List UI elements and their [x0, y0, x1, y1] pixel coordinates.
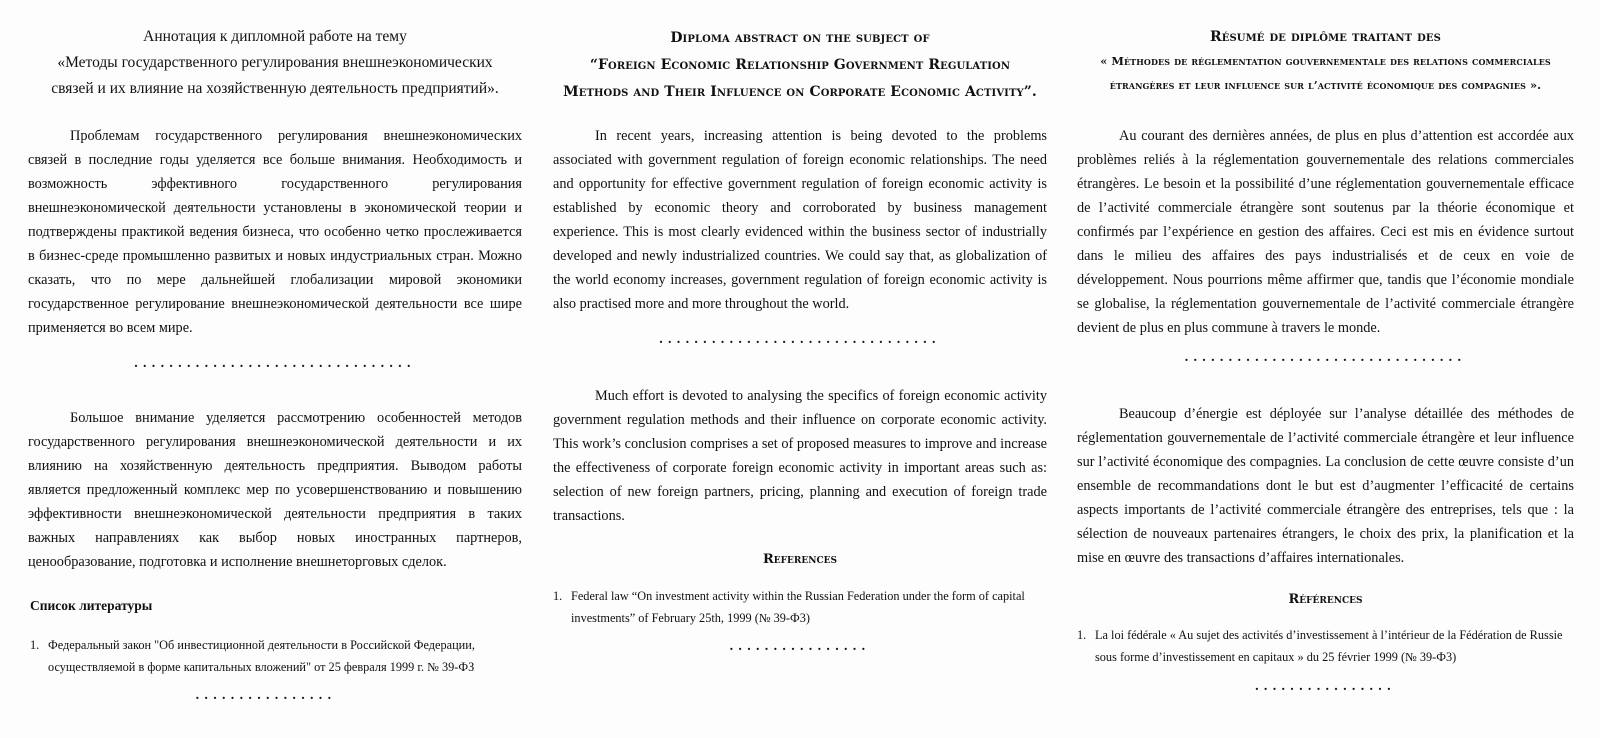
russian-title-line: Аннотация к дипломной работе на тему — [143, 28, 407, 45]
end-separator: ................ — [1255, 679, 1396, 694]
english-paragraph-1: In recent years, increasing attention is being devoted to the problems associated with government regulation of foreign economic relationships. The need and opportunity for effective government regulation of foreign economic activity is established by economic theory and corroborated by business management experience. This is most clearly evidenced within the business sector of industrially developed and newly industrialized countries. We could say that, as globalization of the world economy increases, government regulation of foreign economic activity is also practised more and more throughout the world. — [553, 128, 1047, 312]
section-separator: ................................ — [659, 332, 941, 347]
references-list — [30, 634, 522, 678]
section-separator: ................................ — [134, 356, 416, 371]
french-title-line: « Méthodes de réglementation gouvernementale des relations commerciales — [1100, 54, 1551, 68]
reference-text: La loi fédérale « Au sujet des activités d’investissement à l’intérieur de la Fédération de Russie sous forme d’investissement en capitaux » du 25 février 1999 (№ 39-Ф3) — [1095, 628, 1563, 664]
english-paragraph-2: Much effort is devoted to analysing the specifics of foreign economic activity government regulation methods and their influence on corporate economic activity. This work’s conclusion comprises a set of proposed measures to improve and increase the effectiveness of corporate foreign economic activity in important areas such as: selection of new foreign partners, pricing, planning and execution of foreign trade transactions. — [553, 388, 1047, 524]
french-column — [1077, 0, 1574, 738]
references-heading: Список литературы — [30, 598, 153, 613]
russian-column — [28, 0, 522, 738]
reference-item — [1077, 624, 1574, 668]
english-title-line: “Foreign Economic Relationship Government Regulation — [589, 57, 1011, 73]
reference-item — [30, 634, 522, 678]
references-list — [1077, 624, 1574, 668]
reference-text: Федеральный закон "Об инвестиционной деятельности в Российской Федерации, осуществляемой в форме капитальных вложений" от 25 февраля 1999 г. № 39-ФЗ — [48, 638, 475, 674]
reference-item — [553, 585, 1047, 629]
french-title-line: Résumé de diplôme traitant des — [1210, 29, 1441, 45]
section-separator: ................................ — [1184, 350, 1467, 365]
reference-number: 1. — [30, 638, 40, 652]
reference-number: 1. — [1077, 628, 1087, 642]
russian-title-line: «Методы государственного регулирования внешнеэкономических — [57, 54, 493, 71]
russian-title-line: связей и их влияние на хозяйственную деятельность предприятий». — [51, 80, 499, 97]
reference-number: 1. — [553, 589, 563, 603]
french-paragraph-1: Au courant des dernières années, de plus en plus d’attention est accordée aux problèmes reliés à la réglementation gouvernementale des relations commerciales étrangères. Le besoin et la possibilité d’une réglementation gouvernementale efficace de l’activité commerciale étrangère sont soutenus par la théorie économique et confirmés par l’expérience en gestion des affaires. Ceci est mis en évidence surtout dans le milieu des affaires des pays industrialisés et de ceux en voie de développement. Nous pourrions même affirmer que, tandis que l’économie mondiale se globalise, la réglementation gouvernementale de l’activité commerciale étrangère devient de plus en plus commune à travers le monde. — [1077, 128, 1574, 336]
french-title-line: étrangères et leur influence sur l’activité économique des compagnies ». — [1109, 78, 1542, 92]
english-column — [553, 0, 1047, 738]
french-title — [1077, 25, 1574, 97]
russian-paragraph-2: Большое внимание уделяется рассмотрению особенностей методов государственного регулирования внешнеэкономической деятельности и их влиянию на хозяйственную деятельность предприятия. Выводом работы является предложенный комплекс мер по усовершенствованию и повышению эффективности внешнеэкономической деятельности предприятия в таких важных направлениях как выбор новых иностранных партнеров, ценообразование, подготовка и исполнение внешнеторговых сделок. — [28, 410, 522, 570]
reference-text: Federal law “On investment activity within the Russian Federation under the form of capital investments” of February 25th, 1999 (№ 39-Ф3) — [571, 589, 1025, 625]
english-title-line: Methods and Their Influence on Corporate Economic Activity”. — [563, 84, 1037, 100]
end-separator: ................ — [195, 688, 337, 703]
references-list — [553, 585, 1047, 629]
end-separator: ................ — [729, 639, 871, 654]
french-paragraph-2: Beaucoup d’énergie est déployée sur l’analyse détaillée des méthodes de réglementation gouvernementale de l’activité commerciale étrangère et leur influence sur l’activité économique des compagnies. La conclusion de cette œuvre consiste d’un ensemble de recommandations dont le but est d’augmenter l’efficacité de certains aspects importants de l’activité commerciale étrangère des entreprises, tels que : la sélection de nouveaux partenaires étrangers, le choix des prix, la planification et la mise en œuvre des transactions d’affaires internationales. — [1077, 406, 1574, 566]
russian-paragraph-1: Проблемам государственного регулирования внешнеэкономических связей в последние годы уделяется все больше внимания. Необходимость и возможность эффективного государственного регулирования внешнеэкономической деятельности установлены в экономической теории и подтверждены практикой ведения бизнеса, что особенно четко прослеживается в бизнес-среде промышленно развитых и новых индустриальных стран. Можно сказать, что по мере дальнейшей глобализации мировой экономики государственное регулирование внешнеэкономической деятельности все шире применяется во всем мире. — [28, 128, 522, 336]
english-title — [553, 25, 1047, 106]
references-heading: References — [762, 552, 837, 567]
references-heading: Références — [1288, 592, 1363, 607]
english-title-line: Diploma abstract on the subject of — [670, 30, 930, 46]
russian-title — [28, 24, 522, 102]
